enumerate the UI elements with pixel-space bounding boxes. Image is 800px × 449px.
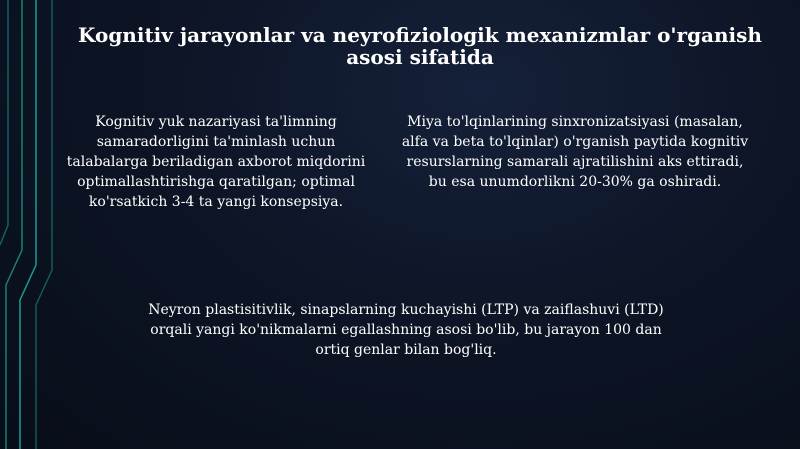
text-block-brain-waves: Miya to'lqinlarining sinxronizatsiyasi (masalan, alfa va beta to'lqinlar) o'rganish paytida kognitiv resurslarning samarali ajratilishini aks ettiradi, bu esa unumdorlikni 20-30% ga oshiradi. [401,114,749,190]
slide-title: Kognitiv jarayonlar va neyrofiziologik mexanizmlar o'rganish asosi sifatida [78,23,762,69]
circuit-line-1 [0,0,8,245]
text-block-neuroplasticity: Neyron plastisitivlik, sinapslarning kuchayishi (LTP) va zaiflashuvi (LTD) orqali yangi ko'nikmalarni egallashning asosi bo'lib, bu jarayon 100 dan ortiq genlar bilan bog'liq. [148,302,664,358]
text-block-cognitive-load: Kognitiv yuk nazariyasi ta'limning samaradorligini ta'minlash uchun talabalarga beriladigan axborot miqdorini optimallashtirishga qaratilgan; optimal ko'rsatkich 3-4 ta yangi konsepsiya. [66,114,366,210]
